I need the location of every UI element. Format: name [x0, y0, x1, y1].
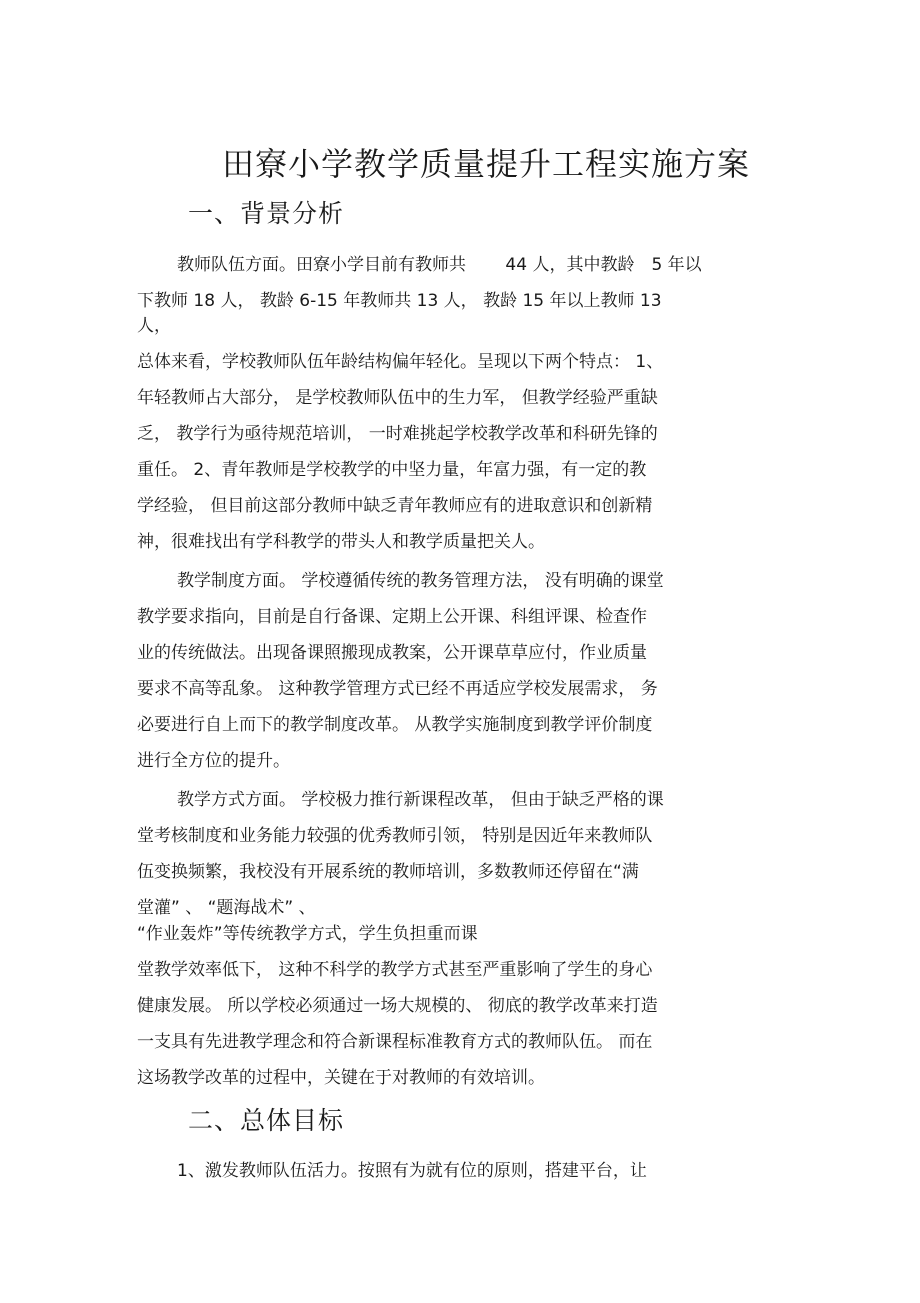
section-heading-overall-goals: 二、总体目标 — [188, 1106, 345, 1135]
paragraph-line: 教师队伍方面。田寮小学目前有教师共 44 人，其中教龄 5 年以 — [177, 255, 702, 275]
paragraph-line: 一支具有先进教学理念和符合新课程标准教育方式的教师队伍。 而在 — [137, 1032, 653, 1052]
paragraph-line: 学经验， 但目前这部分教师中缺乏青年教师应有的进取意识和创新精 — [137, 496, 653, 516]
paragraph-line: 重任。 2、青年教师是学校教学的中坚力量，年富力强，有一定的教 — [137, 460, 647, 480]
paragraph-line: 教学要求指向，目前是自行备课、定期上公开课、科组评课、检查作 — [137, 607, 647, 627]
paragraph-line: 堂考核制度和业务能力较强的优秀教师引领， 特别是因近年来教师队 — [137, 826, 653, 846]
document-title: 田寮小学教学质量提升工程实施方案 — [222, 145, 751, 183]
paragraph-line: 年轻教师占大部分， 是学校教师队伍中的生力军， 但教学经验严重缺 — [137, 388, 658, 408]
paragraph-line: 教学制度方面。 学校遵循传统的教务管理方法， 没有明确的课堂 — [177, 571, 664, 591]
paragraph-line: 人， — [137, 316, 171, 336]
paragraph-line: 这场教学改革的过程中，关键在于对教师的有效培训。 — [137, 1068, 545, 1088]
paragraph-line: 伍变换频繁，我校没有开展系统的教师培训，多数教师还停留在“满 — [137, 862, 639, 882]
paragraph-line: 堂教学效率低下， 这种不科学的教学方式甚至严重影响了学生的身心 — [137, 960, 653, 980]
paragraph-line: 下教师 18 人， 教龄 6-15 年教师共 13 人， 教龄 15 年以上教师 13 — [137, 291, 662, 311]
paragraph-line: 要求不高等乱象。 这种教学管理方式已经不再适应学校发展需求， 务 — [137, 679, 658, 699]
paragraph-line: 乏， 教学行为亟待规范培训， 一时难挑起学校教学改革和科研先锋的 — [137, 424, 658, 444]
paragraph-line: 神，很难找出有学科教学的带头人和教学质量把关人。 — [137, 532, 545, 552]
paragraph-line: 教学方式方面。 学校极力推行新课程改革， 但由于缺乏严格的课 — [177, 790, 664, 810]
paragraph-line: 总体来看，学校教师队伍年龄结构偏年轻化。呈现以下两个特点： 1、 — [137, 352, 664, 372]
paragraph-line: 1、激发教师队伍活力。按照有为就有位的原则，搭建平台，让 — [177, 1161, 647, 1181]
section-heading-background: 一、背景分析 — [188, 199, 345, 228]
paragraph-line: 堂灌” 、 “题海战术” 、 — [137, 898, 316, 918]
paragraph-line: “作业轰炸”等传统教学方式，学生负担重而课 — [137, 924, 478, 944]
paragraph-line: 进行全方位的提升。 — [137, 751, 290, 771]
paragraph-line: 必要进行自上而下的教学制度改革。 从教学实施制度到教学评价制度 — [137, 715, 653, 735]
paragraph-line: 健康发展。 所以学校必须通过一场大规模的、 彻底的教学改革来打造 — [137, 996, 658, 1016]
paragraph-line: 业的传统做法。出现备课照搬现成教案，公开课草草应付，作业质量 — [137, 643, 647, 663]
